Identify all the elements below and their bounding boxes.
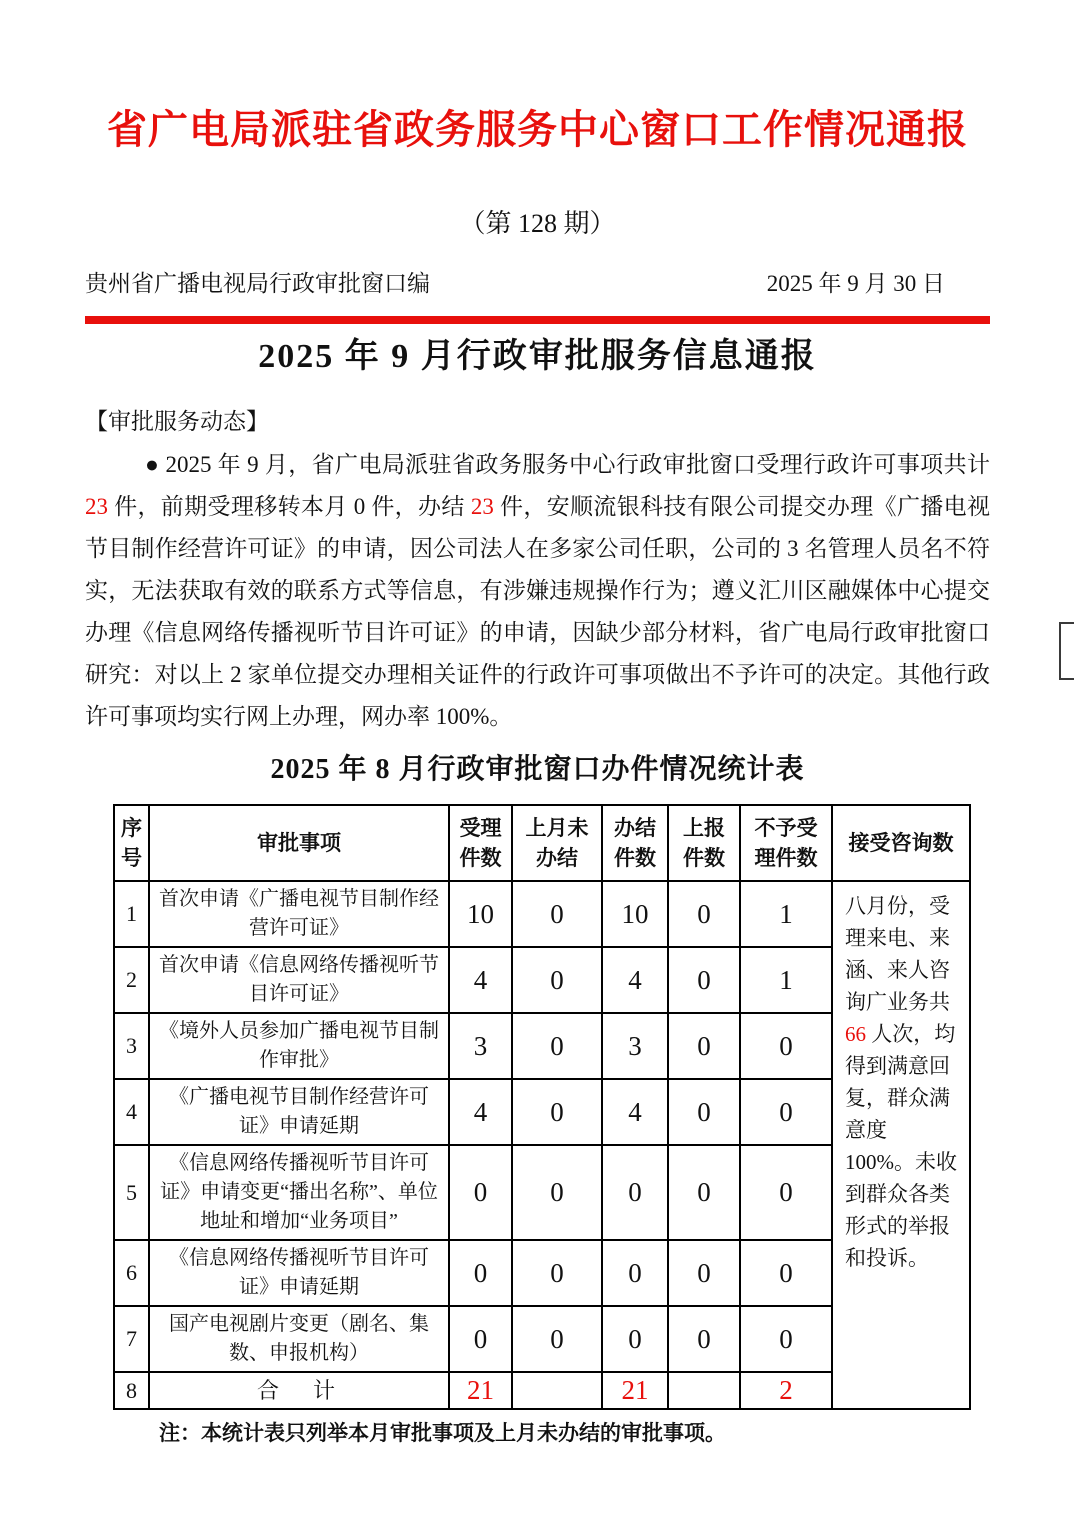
cell-completed-count: 3: [602, 1013, 668, 1079]
cell-consultation-summary: [832, 881, 970, 1409]
cell-reported-count: 0: [668, 947, 740, 1013]
col-header-row-number: 序号: [114, 805, 149, 881]
cell-completed-count: 0: [602, 1240, 668, 1306]
col-header-completed: 办结件数: [602, 805, 668, 881]
cell-item-name: 国产电视剧片变更（剧名、集数、申报机构）: [149, 1306, 449, 1372]
col-header-accepted: 受理件数: [449, 805, 512, 881]
highlighted-number: 66: [845, 1022, 866, 1046]
cell-rejected-count: 1: [740, 881, 832, 947]
text-segment: 件，前期受理移转本月 0 件，办结: [108, 494, 471, 519]
col-header-rejected: 不予受理件数: [740, 805, 832, 881]
cell-reported-count: 0: [668, 1306, 740, 1372]
col-header-reported: 上报件数: [668, 805, 740, 881]
cell-accepted-count: 0: [449, 1145, 512, 1240]
cell-carryover-count: 0: [512, 1240, 602, 1306]
text-segment: 人次，均得到满意回复，群众满意度 100%。未收到群众各类形式的举报和投诉。: [845, 1022, 957, 1270]
cell-carryover-count: 0: [512, 1079, 602, 1145]
cell-reported-count: 0: [668, 1145, 740, 1240]
cell-reported-count: 0: [668, 1013, 740, 1079]
byline-date: 2025 年 9 月 30 日: [766, 271, 945, 296]
cell-accepted-count: 4: [449, 947, 512, 1013]
text-segment: 件，安顺流银科技有限公司提交办理《广播电视节目制作经营许可证》的申请，因公司法人在多家公司任职，公司的 3 名管理人员名不符实，无法获取有效的联系方式等信息，有涉嫌违规操作行为；遵义汇川区融媒体中心提交办理《信息网络传播视听节目许可证》的申请，因缺少部分材料，省广电局行政审批窗口研究：对以上 2 家单位提交办理相关证件的行政许可事项做出不予许可的决定。其他行政许可事项均实行网上办理，网办率 100%。: [85, 494, 991, 729]
table-row: [114, 881, 970, 947]
text-segment: ● 2025 年 9 月，省广电局派驻省政务服务中心行政审批窗口受理行政许可事项共计: [145, 452, 990, 477]
cell-carryover-count: 0: [512, 947, 602, 1013]
cell-item-name: 《信息网络传播视听节目许可证》申请延期: [149, 1240, 449, 1306]
cell-reported-count: 0: [668, 881, 740, 947]
cell-row-number: 1: [114, 881, 149, 947]
highlighted-number: 23: [470, 494, 494, 519]
cell-completed-count: 0: [602, 1306, 668, 1372]
cell-rejected-count: 0: [740, 1240, 832, 1306]
cell-row-number: 7: [114, 1306, 149, 1372]
cell-rejected-count: 0: [740, 1013, 832, 1079]
cell-rejected-count: 0: [740, 1079, 832, 1145]
col-header-carryover: 上月未办结: [512, 805, 602, 881]
cell-item-name: 《广播电视节目制作经营许可证》申请延期: [149, 1079, 449, 1145]
stats-table: [113, 804, 971, 1410]
table-title: 2025 年 8 月行政审批窗口办件情况统计表: [270, 754, 805, 785]
cell-accepted-count: 0: [449, 1240, 512, 1306]
section-title: 2025 年 9 月行政审批服务信息通报: [258, 338, 817, 375]
text-segment: 八月份，受理来电、来涵、来人咨询广业务共: [845, 894, 950, 1014]
cell-completed-count: 10: [602, 881, 668, 947]
cell-rejected-count: 0: [740, 1306, 832, 1372]
issue-number: （第 128 期）: [459, 209, 616, 238]
cell-accepted-count: 10: [449, 881, 512, 947]
cell-rejected-count: 1: [740, 947, 832, 1013]
body-paragraph: [85, 444, 990, 738]
cell-item-name: 首次申请《广播电视节目制作经营许可证》: [149, 881, 449, 947]
cell-row-number: 2: [114, 947, 149, 1013]
page-edge-marker: [1059, 622, 1074, 680]
table-body: [114, 881, 970, 1409]
cell-item-name: 《信息网络传播视听节目许可证》申请变更“播出名称”、单位地址和增加“业务项目”: [149, 1145, 449, 1240]
cell-accepted-count: 3: [449, 1013, 512, 1079]
cell-row-number: 5: [114, 1145, 149, 1240]
cell-reported-count: 0: [668, 1240, 740, 1306]
cell-completed-count: 4: [602, 1079, 668, 1145]
cell-completed-count: 0: [602, 1145, 668, 1240]
byline: [85, 268, 990, 300]
highlighted-number: 23: [85, 494, 108, 519]
cell-carryover-count: 0: [512, 881, 602, 947]
cell-item-name: 合 计: [149, 1372, 449, 1409]
cell-carryover-count: 0: [512, 1013, 602, 1079]
cell-row-number: 3: [114, 1013, 149, 1079]
cell-rejected-count: 2: [740, 1372, 832, 1409]
cell-carryover-count: 0: [512, 1306, 602, 1372]
dynamics-heading: 【审批服务动态】: [85, 409, 269, 434]
cell-completed-count: 21: [602, 1372, 668, 1409]
cell-item-name: 首次申请《信息网络传播视听节目许可证》: [149, 947, 449, 1013]
cell-accepted-count: 0: [449, 1306, 512, 1372]
cell-row-number: 8: [114, 1372, 149, 1409]
table-header-row: [114, 805, 970, 881]
table-footnote: 注：本统计表只列举本月审批事项及上月未办结的审批事项。: [159, 1421, 726, 1445]
cell-row-number: 4: [114, 1079, 149, 1145]
cell-reported-count: [668, 1372, 740, 1409]
cell-completed-count: 4: [602, 947, 668, 1013]
cell-carryover-count: 0: [512, 1145, 602, 1240]
red-divider-rule: [85, 316, 990, 324]
col-header-consultations: 接受咨询数: [832, 805, 970, 881]
byline-publisher: 贵州省广播电视局行政审批窗口编: [85, 271, 430, 296]
cell-carryover-count: [512, 1372, 602, 1409]
cell-accepted-count: 4: [449, 1079, 512, 1145]
cell-item-name: 《境外人员参加广播电视节目制作审批》: [149, 1013, 449, 1079]
cell-reported-count: 0: [668, 1079, 740, 1145]
main-title: 省广电局派驻省政务服务中心窗口工作情况通报: [107, 107, 968, 152]
cell-rejected-count: 0: [740, 1145, 832, 1240]
cell-row-number: 6: [114, 1240, 149, 1306]
col-header-item: 审批事项: [149, 805, 449, 881]
cell-accepted-count: 21: [449, 1372, 512, 1409]
